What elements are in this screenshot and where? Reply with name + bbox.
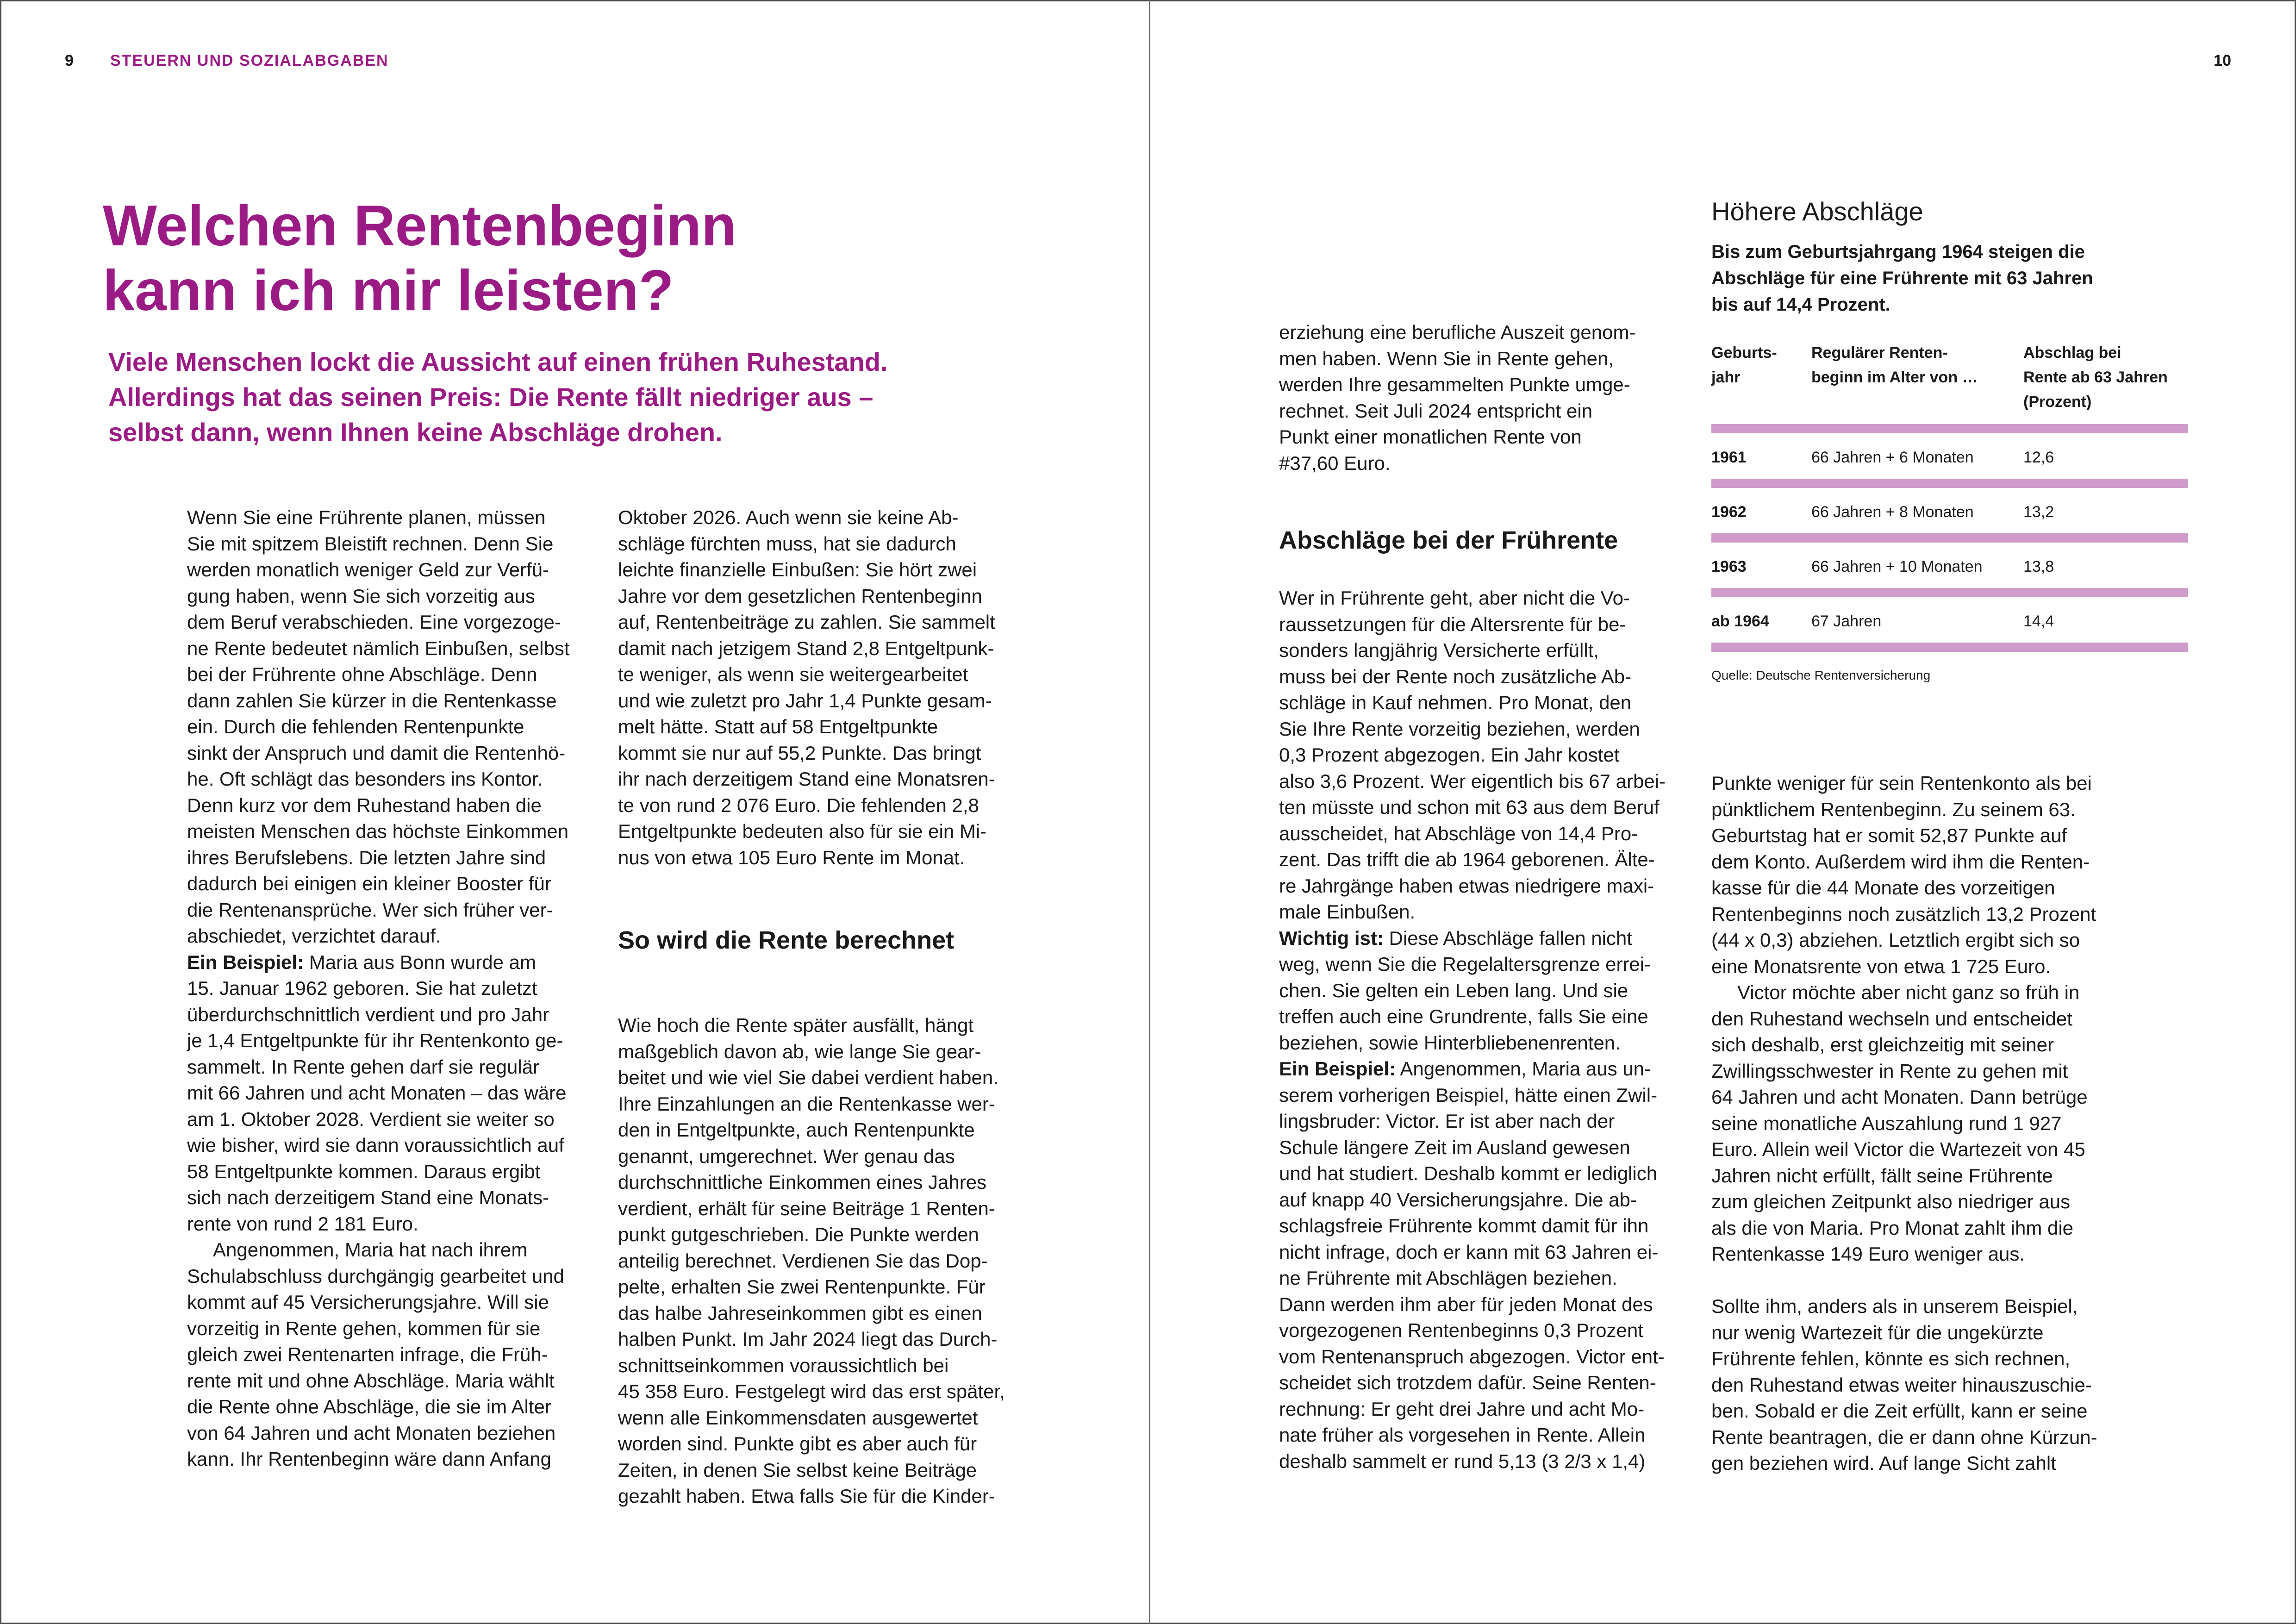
text-line: Entgeltpunkte bedeuten also für sie ein Mi- — [618, 820, 987, 842]
header-birth-year — [1711, 341, 1777, 390]
header-line: (Prozent) — [2023, 393, 2092, 411]
text-line: mit 66 Jahren und acht Monaten – das wäre — [187, 1082, 567, 1104]
cell-year: 1963 — [1711, 558, 1747, 575]
box-title: Höhere Abschläge — [1711, 197, 1923, 226]
text-line: Angenommen, Maria hat nach ihrem — [213, 1239, 528, 1261]
text-line: #37,60 Euro. — [1279, 452, 1391, 474]
cell-year: ab 1964 — [1711, 612, 1769, 630]
text-block — [1711, 770, 2119, 980]
text-line: gung haben, wenn Sie sich vorzeitig aus — [187, 585, 535, 607]
text-line: sich deshalb, erst gleichzeitig mit seiner — [1711, 1034, 2054, 1056]
text-line: erziehung eine berufliche Auszeit genom- — [1279, 321, 1636, 343]
cell-deduction: 13,2 — [2023, 503, 2054, 521]
text-block — [187, 1263, 594, 1473]
text-line: zum gleichen Zeitpunkt also niedriger aus — [1711, 1191, 2071, 1212]
text-line: male Einbußen. — [1279, 901, 1416, 923]
text-line: die Rentenansprüche. Wer sich früher ver- — [187, 899, 553, 921]
text-line: Wer in Frührente geht, aber nicht die Vo- — [1279, 587, 1630, 609]
text-line: Wenn Sie eine Frührente planen, müssen — [187, 506, 546, 528]
text-line: kommt sie nur auf 55,2 Punkte. Das bringt — [618, 742, 981, 764]
text-line: bei der Frührente ohne Abschläge. Denn — [187, 663, 537, 685]
text-line: te weniger, als wenn sie weitergearbeitet — [618, 663, 968, 685]
text-line: schlagsfreie Frührente kommt damit für ihn — [1279, 1215, 1649, 1237]
text-line — [1279, 925, 1686, 952]
text-line: Denn kurz vor dem Ruhestand haben die — [187, 794, 542, 816]
cell-deduction: 12,6 — [2023, 449, 2054, 466]
text-line: verdient, erhält für seine Beiträge 1 Renten- — [618, 1197, 995, 1219]
text-line: beziehen, sowie Hinterbliebenenrenten. — [1279, 1031, 1621, 1054]
cell-deduction: 13,8 — [2023, 558, 2054, 575]
page-number-left: 9 — [65, 52, 74, 69]
page-gutter — [1149, 0, 1150, 1624]
text-line: 45 358 Euro. Festgelegt wird das erst später, — [618, 1380, 1005, 1402]
text-line: wie bisher, wird sie dann voraussichtlich auf — [187, 1134, 564, 1156]
text-line: halben Punkt. Im Jahr 2024 liegt das Durch- — [618, 1328, 998, 1350]
cell-age: 66 Jahren + 6 Monaten — [1811, 449, 1974, 466]
text-line: Jahre vor dem gesetzlichen Rentenbeginn — [618, 585, 982, 607]
text-line: das halbe Jahreseinkommen gibt es einen — [618, 1302, 982, 1324]
text-line: nur wenig Wartezeit für die ungekürzte — [1711, 1321, 2044, 1343]
text-column-4 — [1711, 770, 2119, 1477]
header-line: Rente ab 63 Jahren — [2023, 369, 2168, 386]
article-title — [103, 194, 982, 323]
text-line: vorgezogenen Rentenbeginns 0,3 Prozent — [1279, 1319, 1643, 1341]
text-line: schläge in Kauf nehmen. Pro Monat, den — [1279, 692, 1632, 713]
text-line: auf knapp 40 Versicherungsjahre. Die ab- — [1279, 1188, 1637, 1211]
table-rule — [1711, 479, 2188, 488]
important-label: Wichtig ist: — [1279, 927, 1384, 949]
text-line: den Ruhestand etwas weiter hinauszuschie- — [1711, 1374, 2092, 1396]
text-line: auf, Rentenbeiträge zu zahlen. Sie sammelt — [618, 611, 995, 633]
text-block — [1711, 1006, 2119, 1268]
text-line: 0,3 Prozent abgezogen. Ein Jahr kostet — [1279, 744, 1620, 766]
title-line: Welchen Rentenbeginn — [103, 194, 736, 258]
text-block — [1711, 1293, 2119, 1477]
text-line: vom Rentenanspruch abgezogen. Victor ent- — [1279, 1345, 1665, 1368]
text-line: beitet und wie viel Sie dabei verdient haben. — [618, 1067, 998, 1088]
text-line: Schulabschluss durchgängig gearbeitet und — [187, 1265, 564, 1287]
text-line: rechnet. Seit Juli 2024 entspricht ein — [1279, 400, 1593, 422]
text-line: ne Frührente mit Abschlägen beziehen. — [1279, 1267, 1617, 1289]
running-head: STEUERN UND SOZIALABGABEN — [110, 52, 389, 69]
cell-age: 66 Jahren + 10 Monaten — [1811, 558, 1983, 575]
text-line: eine Monatsrente von etwa 1 725 Euro. — [1711, 955, 2051, 977]
text-line: ben. Sobald er die Zeit erfüllt, kann er seine — [1711, 1400, 2088, 1422]
table-row — [1711, 498, 2188, 526]
text-line: die Rente ohne Abschläge, die sie im Alter — [187, 1396, 551, 1418]
header-deduction — [2023, 341, 2168, 414]
text-line: ne Rente bedeutet nämlich Einbußen, selbst — [187, 637, 570, 659]
text-line: genannt, umgerechnet. Wer genau das — [618, 1145, 955, 1167]
example-label: Ein Beispiel: — [187, 951, 304, 973]
table-source: Quelle: Deutsche Rentenversicherung — [1711, 668, 1931, 682]
text-line: Ihre Einzahlungen an die Rentenkasse wer- — [618, 1093, 995, 1115]
text-line: den Ruhestand wechseln und entscheidet — [1711, 1007, 2072, 1030]
cell-deduction: 14,4 — [2023, 612, 2054, 630]
text-line: leichte finanzielle Einbußen: Sie hört zwei — [618, 559, 977, 581]
article-lead — [108, 344, 988, 450]
text-line: he. Oft schlägt das besonders ins Kontor. — [187, 768, 543, 790]
text-line: scheidet sich trotzdem dafür. Seine Renten- — [1279, 1372, 1656, 1393]
text-line: also 3,6 Prozent. Wer eigentlich bis 67 arbei- — [1279, 770, 1666, 792]
text-line: punkt gutgeschrieben. Die Punkte werden — [618, 1224, 979, 1245]
text-line: am 1. Oktober 2028. Verdient sie weiter so — [187, 1108, 555, 1130]
header-line: Abschlag bei — [2023, 344, 2121, 362]
text-line: zent. Das trifft die ab 1964 geborenen. Älte- — [1279, 849, 1655, 870]
cell-age: 67 Jahren — [1811, 612, 1882, 630]
text-line: serem vorherigen Beispiel, hätte einen Zwil- — [1279, 1084, 1658, 1106]
paragraph-gap — [1711, 1268, 2119, 1294]
table-row — [1711, 607, 2188, 635]
cell-year: 1962 — [1711, 503, 1747, 521]
text-line: sammelt. In Rente gehen darf sie regulär — [187, 1056, 540, 1078]
text-block — [618, 1012, 1025, 1510]
text-line: rechnung: Er geht drei Jahre und acht Mo- — [1279, 1398, 1645, 1420]
text-line: anteilig berechnet. Verdienen Sie das Dop- — [618, 1249, 988, 1272]
text-line: ihr nach derzeitigem Stand eine Monatsren- — [618, 768, 995, 790]
text-column-2b — [618, 1012, 1025, 1510]
text-line: 15. Januar 1962 geboren. Sie hat zuletzt — [187, 977, 537, 999]
text-block — [1279, 951, 1686, 1056]
text-line: ausscheidet, hat Abschläge von 14,4 Pro- — [1279, 822, 1638, 844]
text-line: Zeiten, in denen Sie selbst keine Beiträge — [618, 1459, 977, 1481]
subhead-deductions: Abschläge bei der Frührente — [1279, 526, 1618, 554]
text-line: Euro. Allein weil Victor die Wartezeit von 45 — [1711, 1138, 2085, 1160]
text-line: te von rund 2 076 Euro. Die fehlenden 2,8 — [618, 794, 979, 816]
text-line: rente mit und ohne Abschläge. Maria wählt — [187, 1369, 555, 1392]
text-line: raussetzungen für die Altersrente für be- — [1279, 613, 1626, 635]
text-line: sich nach derzeitigem Stand eine Monats- — [187, 1187, 549, 1208]
text-line: wenn alle Einkommensdaten ausgewertet — [618, 1406, 978, 1429]
box-intro-line: Abschläge für eine Frührente mit 63 Jahren — [1711, 268, 2093, 288]
page-number-right: 10 — [2214, 52, 2231, 69]
text-column-3b — [1279, 585, 1686, 1474]
text-line: ten müsste und schon mit 63 aus dem Beruf — [1279, 796, 1660, 818]
example-label: Ein Beispiel: — [1279, 1058, 1396, 1080]
text-line: 58 Entgeltpunkte kommen. Daraus ergibt — [187, 1160, 541, 1182]
text-line: Punkt einer monatlichen Rente von — [1279, 426, 1582, 448]
text-block — [187, 505, 594, 949]
text-line: maßgeblich davon ab, wie lange Sie gear- — [618, 1040, 981, 1062]
text-line: seine monatliche Auszahlung rund 1 927 — [1711, 1112, 2062, 1134]
table-rule — [1711, 643, 2188, 652]
text-line: worden sind. Punkte gibt es aber auch für — [618, 1433, 977, 1455]
subhead-calculation: So wird die Rente berechnet — [618, 926, 955, 954]
text-line: schnittseinkommen voraussichtlich bei — [618, 1354, 949, 1376]
text-line: kasse für die 44 Monate des vorzeitigen — [1711, 877, 2055, 899]
box-intro — [1711, 239, 2193, 318]
text-line: weg, wenn Sie die Regelaltersgrenze errei- — [1279, 953, 1651, 975]
text-line: Sollte ihm, anders als in unserem Beispiel, — [1711, 1295, 2078, 1317]
text-line: dem Beruf verabschieden. Eine vorgezoge- — [187, 611, 561, 633]
text-line: als die von Maria. Pro Monat zahlt ihm die — [1711, 1217, 2074, 1239]
header-regular-start — [1811, 341, 1978, 390]
text-column-2 — [618, 505, 1025, 871]
table-row — [1711, 553, 2188, 581]
text-fragment: Angenommen, Maria aus un- — [1396, 1058, 1651, 1080]
text-line: von 64 Jahren und acht Monaten beziehen — [187, 1422, 556, 1444]
text-line — [187, 949, 594, 976]
title-line: kann ich mir leisten? — [103, 259, 674, 323]
header-line: Geburts- — [1711, 344, 1777, 362]
text-line: Rentenbeginns noch zusätzlich 13,2 Prozent — [1711, 903, 2096, 925]
text-line: kommt auf 45 Versicherungsjahre. Will sie — [187, 1291, 549, 1313]
text-line: Geburtstag hat er somit 52,87 Punkte auf — [1711, 824, 2067, 846]
text-line: den in Entgeltpunkte, auch Rentenpunkte — [618, 1119, 975, 1141]
header-line: beginn im Alter von … — [1811, 369, 1978, 386]
text-line: chen. Sie gelten ein Leben lang. Und sie — [1279, 979, 1628, 1001]
text-line: nus von etwa 105 Euro Rente im Monat. — [618, 846, 965, 868]
text-line: und hat studiert. Deshalb kommt er lediglich — [1279, 1162, 1658, 1184]
table-rule — [1711, 533, 2188, 543]
text-line: Punkte weniger für sein Rentenkonto als bei — [1711, 772, 2092, 794]
text-line: pünktlichem Rentenbeginn. Zu seinem 63. — [1711, 798, 2076, 820]
table-row — [1711, 443, 2188, 471]
box-intro-line: Bis zum Geburtsjahrgang 1964 steigen die — [1711, 242, 2085, 262]
text-line: und wie zuletzt pro Jahr 1,4 Punkte gesam- — [618, 689, 992, 712]
text-line: je 1,4 Entgeltpunkte für ihr Rentenkonto ge- — [187, 1030, 563, 1051]
text-line: dem Konto. Außerdem wird ihm die Renten- — [1711, 850, 2090, 873]
lead-line: selbst dann, wenn Ihnen keine Abschläge drohen. — [108, 418, 723, 447]
text-fragment: Diese Abschläge fallen nicht — [1383, 927, 1632, 949]
text-line: men haben. Wenn Sie in Rente gehen, — [1279, 347, 1614, 369]
text-line: Jahren nicht erfüllt, fällt seine Frührente — [1711, 1164, 2053, 1187]
text-line: abschiedet, verzichtet darauf. — [187, 925, 441, 947]
text-fragment: Maria aus Bonn wurde am — [304, 951, 536, 973]
text-block — [618, 505, 1025, 871]
text-line: Wie hoch die Rente später ausfällt, hängt — [618, 1014, 974, 1036]
text-line: werden Ihre gesammelten Punkte umge- — [1279, 374, 1630, 395]
text-line: (44 x 0,3) abziehen. Letztlich ergibt sich so — [1711, 929, 2080, 951]
text-line: ein. Durch die fehlenden Rentenpunkte — [187, 716, 524, 737]
text-line: gleich zwei Rentenarten infrage, die Früh- — [187, 1343, 548, 1365]
text-line: werden monatlich weniger Geld zur Verfü- — [187, 559, 549, 581]
text-line: ihres Berufslebens. Die letzten Jahre sind — [187, 846, 546, 868]
text-line: kann. Ihr Rentenbeginn wäre dann Anfang — [187, 1448, 551, 1470]
lead-line: Allerdings hat das seinen Preis: Die Rente fällt niedriger aus – — [108, 382, 873, 412]
text-line: nicht infrage, doch er kann mit 63 Jahren ei- — [1279, 1241, 1659, 1263]
text-line: Zwillingsschwester in Rente zu gehen mit — [1711, 1060, 2068, 1082]
text-column-3 — [1279, 319, 1686, 476]
text-block — [1279, 1082, 1686, 1475]
text-block — [1279, 585, 1686, 925]
cell-age: 66 Jahren + 8 Monaten — [1811, 503, 1974, 521]
text-line: schläge fürchten muss, hat sie dadurch — [618, 532, 956, 555]
table-rule — [1711, 588, 2188, 597]
text-line: vorzeitig in Rente gehen, kommen für sie — [187, 1317, 541, 1339]
table-rule — [1711, 424, 2188, 433]
text-column-1 — [187, 505, 594, 1473]
text-line: Victor möchte aber nicht ganz so früh in — [1737, 981, 2080, 1003]
header-line: Regulärer Renten- — [1811, 344, 1948, 362]
text-line: 64 Jahren und acht Monaten. Dann betrüge — [1711, 1086, 2088, 1108]
box-intro-line: bis auf 14,4 Prozent. — [1711, 294, 1890, 315]
text-line: melt hätte. Statt auf 58 Entgeltpunkte — [618, 716, 938, 737]
text-block — [1279, 319, 1686, 476]
text-line: durchschnittliche Einkommen eines Jahres — [618, 1171, 987, 1193]
text-line: lingsbruder: Victor. Er ist aber nach der — [1279, 1110, 1615, 1132]
text-line: Sie Ihre Rente vorzeitig beziehen, werden — [1279, 718, 1640, 740]
text-line: Frührente fehlen, könnte es sich rechnen, — [1711, 1348, 2071, 1369]
cell-year: 1961 — [1711, 449, 1747, 466]
text-line: pelte, erhalten Sie zwei Rentenpunkte. Für — [618, 1276, 986, 1298]
text-line: gen beziehen wird. Auf lange Sicht zahlt — [1711, 1452, 2056, 1474]
header-line: jahr — [1711, 369, 1741, 386]
text-line: nate früher als vorgesehen in Rente. Allein — [1279, 1424, 1646, 1446]
text-line: gezahlt haben. Etwa falls Sie für die Kinder- — [618, 1485, 995, 1507]
text-line: dadurch bei einigen ein kleiner Booster für — [187, 873, 551, 894]
text-line: Dann werden ihm aber für jeden Monat des — [1279, 1293, 1653, 1315]
text-line: Oktober 2026. Auch wenn sie keine Ab- — [618, 506, 959, 528]
text-line: sonders langjährig Versicherte erfüllt, — [1279, 639, 1599, 661]
lead-line: Viele Menschen lockt die Aussicht auf einen frühen Ruhestand. — [108, 347, 888, 376]
text-line: meisten Menschen das höchste Einkommen — [187, 820, 569, 842]
text-line: Rentenkasse 149 Euro weniger aus. — [1711, 1243, 2025, 1265]
text-line: re Jahrgänge haben etwas niedrigere maxi- — [1279, 874, 1654, 897]
text-line: damit nach jetzigem Stand 2,8 Entgeltpunk- — [618, 637, 994, 659]
text-line: Sie mit spitzem Bleistift rechnen. Denn Sie — [187, 532, 554, 555]
text-line: muss bei der Rente noch zusätzliche Ab- — [1279, 665, 1632, 687]
text-line: sinkt der Anspruch und damit die Rentenhö- — [187, 742, 566, 764]
text-line: deshalb sammelt er rund 5,13 (3 2/3 x 1,4) — [1279, 1450, 1646, 1472]
text-line: dann zahlen Sie kürzer in die Rentenkasse — [187, 689, 557, 712]
text-line: Rente beantragen, die er dann ohne Kürzun- — [1711, 1426, 2097, 1448]
text-line: überdurchschnittlich verdient und pro Jahr — [187, 1003, 549, 1025]
text-line: treffen auch eine Grundrente, falls Sie eine — [1279, 1006, 1648, 1027]
text-line — [1279, 1056, 1686, 1082]
text-block — [187, 975, 594, 1237]
text-line: rente von rund 2 181 Euro. — [187, 1212, 418, 1235]
text-line: Schule längere Zeit im Ausland gewesen — [1279, 1136, 1630, 1158]
